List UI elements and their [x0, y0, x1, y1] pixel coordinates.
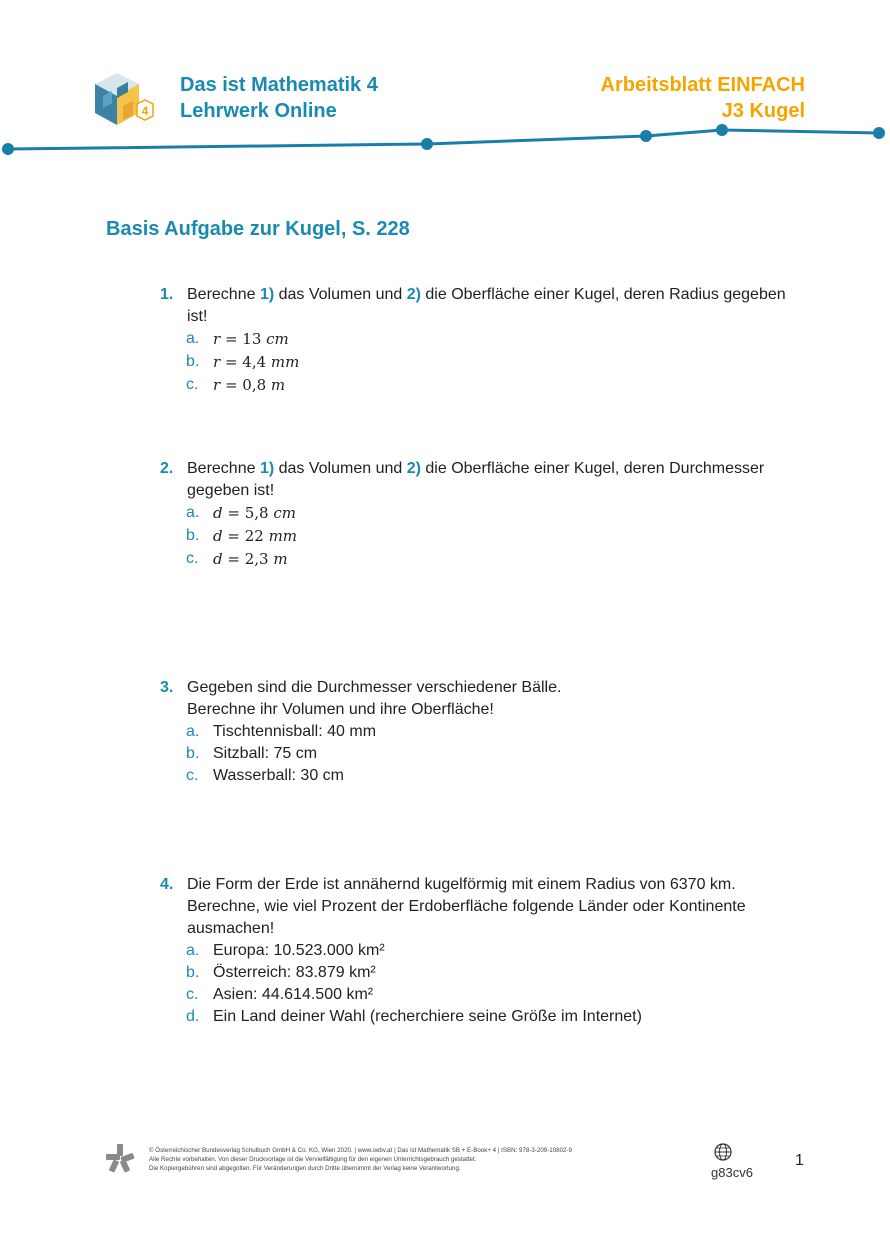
globe-icon: [713, 1142, 733, 1162]
subtask-item: b. Österreich: 83.879 km²: [186, 964, 376, 981]
task-number: 1.: [160, 286, 174, 303]
worksheet-topic: J3 Kugel: [721, 100, 805, 122]
worksheet-title: [601, 72, 805, 124]
subtask-list: [160, 328, 800, 397]
subtask-list: [160, 940, 800, 1028]
online-code: g83cv6: [711, 1165, 753, 1180]
copyright-notice: © Österreichischer Bundesverlag Schulbuch GmbH & Co. KG, Wien 2020. | www.oebv.at | Das ist Mathematik SB + E-Book+ 4 | ISBN: 978-3-209-10802-9 Alle Rechte vorbehalten. Von dieser Druckvorlage ist die Vervielfältigung für den eigenen Unterrichtsgebrauch gestattet. Die Kopiergebühren sind abgegolten. Für Veränderungen durch Dritte übernimmt der Verlag keine Verantwortung.: [149, 1147, 572, 1172]
subtask-item: c. Wasserball: 30 cm: [186, 767, 344, 784]
subtask-item: b. d = 22 mm: [186, 527, 298, 545]
timeline-node: [2, 143, 14, 155]
logo-number: 4: [141, 104, 149, 118]
subtask-list: [160, 721, 800, 787]
publisher-logo-icon: [104, 1142, 136, 1174]
subtask-item: c. r = 0,8 m: [186, 376, 286, 394]
brand-title: [180, 72, 378, 124]
brand-line-1: Das ist Mathematik 4: [180, 74, 378, 96]
header-timeline-line: [0, 120, 890, 160]
subtask-item: a. Europa: 10.523.000 km²: [186, 942, 385, 959]
task-number: 4.: [160, 876, 174, 893]
subtask-item: c. d = 2,3 m: [186, 550, 288, 568]
task-instruction: Die Form der Erde ist annähernd kugelförmig mit einem Radius von 6370 km. Berechne, wie viel Prozent der Erdoberfläche folgende Länder oder Kontinente ausmachen!: [187, 876, 746, 937]
timeline-node: [873, 127, 885, 139]
subtask-item: a. d = 5,8 cm: [186, 504, 296, 522]
section-title: Basis Aufgabe zur Kugel, S. 228: [106, 218, 410, 240]
subtask-list: [160, 502, 800, 571]
task-number: 3.: [160, 679, 174, 696]
task-instruction: Gegeben sind die Durchmesser verschiedener Bälle. Berechne ihr Volumen und ihre Oberfläche!: [187, 679, 562, 718]
timeline-node: [640, 130, 652, 142]
task-1: [160, 284, 800, 397]
task-3: [160, 677, 800, 787]
subtask-item: a. Tischtennisball: 40 mm: [186, 723, 377, 740]
worksheet-type: Arbeitsblatt EINFACH: [600, 74, 805, 96]
task-4: [160, 874, 800, 1028]
task-2: [160, 458, 800, 571]
brand-line-2: Lehrwerk Online: [180, 100, 337, 122]
task-instruction: Berechne 1) das Volumen und 2) die Oberfläche einer Kugel, deren Radius gegeben ist!: [187, 286, 786, 325]
task-instruction: Berechne 1) das Volumen und 2) die Oberfläche einer Kugel, deren Durchmesser gegeben ist!: [187, 460, 765, 499]
task-number: 2.: [160, 460, 174, 477]
subtask-item: d. Ein Land deiner Wahl (recherchiere seine Größe im Internet): [186, 1008, 642, 1025]
subtask-item: a. r = 13 cm: [186, 330, 289, 348]
subtask-item: c. Asien: 44.614.500 km²: [186, 986, 374, 1003]
timeline-node: [421, 138, 433, 150]
timeline-node: [716, 124, 728, 136]
page-number: 1: [795, 1152, 804, 1169]
subtask-item: b. r = 4,4 mm: [186, 353, 300, 371]
subtask-item: b. Sitzball: 75 cm: [186, 745, 318, 762]
